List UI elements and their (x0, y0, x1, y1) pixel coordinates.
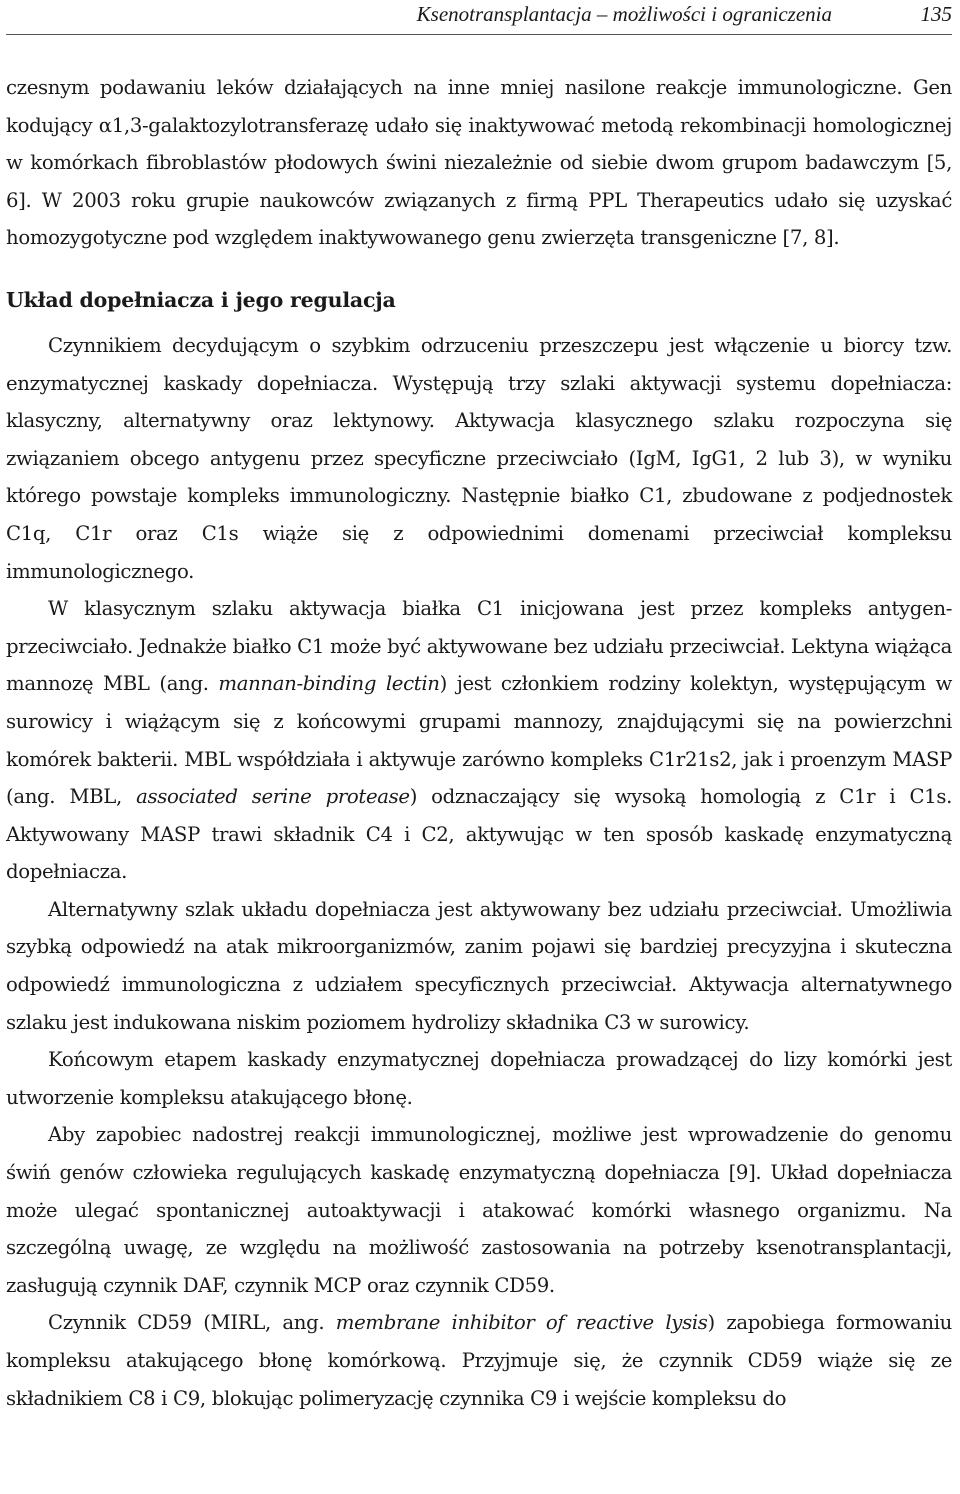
document-page (6, 0, 952, 1417)
paragraph-3-part-e: ) odznaczający się wysoką homologią z C1r i C1s. Aktywowany MASP trawi składnik C4 i C2, aktywując w ten sposób kaskadę enzymatyczną dopełniacza. (6, 785, 952, 884)
page-number: 135 (920, 2, 952, 26)
section-heading: Układ dopełniacza i jego regulacja (6, 287, 396, 312)
term-membrane-inhibitor: membrane inhibitor of reactive lysis (335, 1311, 708, 1335)
paragraph-2: Czynnikiem decydującym o szybkim odrzuceniu przeszczepu jest włączenie u biorcy tzw. enzymatycznej kaskady dopełniacza. Występują trzy szlaki aktywacji systemu dopełniacza: klasyczny, alternatywny oraz lektynowy. Aktywacja klasycznego szlaku rozpoczyna się związaniem obcego antygenu przez specyficzne przeciwciało (IgM, IgG1, 2 lub 3), w wyniku którego powstaje kompleks immunologiczny. Następnie białko C1, zbudowane z podjednostek C1q, C1r oraz C1s wiąże się z odpowiednimi domenami przeciwciał kompleksu immunologicznego. (6, 333, 952, 583)
running-header (6, 0, 952, 35)
term-associated-serine-protease: associated serine protease (136, 785, 410, 809)
paragraph-7-part-c: ) zapobiega formowaniu kompleksu atakującego błonę komórkową. Przyjmuje się, że czynnik CD59 wiąże się ze składnikiem C8 i C9, blokując polimeryzację czynnika C9 i wejście kompleksu do (6, 1311, 952, 1410)
paragraph-7-part-a: Czynnik CD59 (MIRL, ang. (48, 1311, 336, 1335)
paragraph-3-part-c: ) jest członkiem rodziny kolektyn, występującym w surowicy i wiążącym się z końcowymi grupami mannozy, znajdującymi się na powierzchni komórek bakterii. MBL współdziała i aktywuje zarówno kompleks C1r21s2, jak i proenzym MASP (ang. MBL, (6, 672, 952, 809)
paragraph-1: czesnym podawaniu leków działających na inne mniej nasilone reakcje immunologiczne. Gen kodujący α1,3-galaktozylotransferazę udało się inaktywować metodą rekombinacji homologicznej w komórkach fibroblastów płodowych świni niezależnie od siebie dwom grupom badawczym [5, 6]. W 2003 roku grupie naukowców związanych z firmą PPL Therapeutics udało się uzyskać homozygotyczne pod względem inaktywowanego genu zwierzęta transgeniczne [7, 8]. (6, 76, 952, 250)
term-mannan-binding-lectin: mannan-binding lectin (218, 672, 440, 696)
paragraph-3 (6, 590, 952, 891)
header-title: Ksenotransplantacja – możliwości i ograniczenia (416, 2, 832, 26)
paragraph-5: Końcowym etapem kaskady enzymatycznej dopełniacza prowadzącej do lizy komórki jest utworzenie kompleksu atakującego błonę. (6, 1048, 952, 1109)
paragraph-6: Aby zapobiec nadostrej reakcji immunologicznej, możliwe jest wprowadzenie do genomu świń genów człowieka regulujących kaskadę enzymatyczną dopełniacza [9]. Układ dopełniacza może ulegać spontanicznej autoaktywacji i atakować komórki własnego organizmu. Na szczególną uwagę, ze względu na możliwość zastosowania na potrzeby ksenotransplantacji, zasługują czynnik DAF, czynnik MCP oraz czynnik CD59. (6, 1123, 952, 1297)
paragraph-4: Alternatywny szlak układu dopełniacza jest aktywowany bez udziału przeciwciał. Umożliwia szybką odpowiedź na atak mikroorganizmów, zanim pojawi się bardziej precyzyjna i skuteczna odpowiedź immunologiczna z udziałem specyficznych przeciwciał. Aktywacja alternatywnego szlaku jest indukowana niskim poziomem hydrolizy składnika C3 w surowicy. (6, 897, 952, 1034)
paragraph-3-part-a: W klasycznym szlaku aktywacja białka C1 inicjowana jest przez kompleks antygen-przeciwciało. Jednakże białko C1 może być aktywowane bez udziału przeciwciał. Lektyna wiążąca mannozę MBL (ang. (6, 597, 952, 696)
paragraph-7 (6, 1304, 952, 1417)
body-text (6, 69, 952, 1417)
